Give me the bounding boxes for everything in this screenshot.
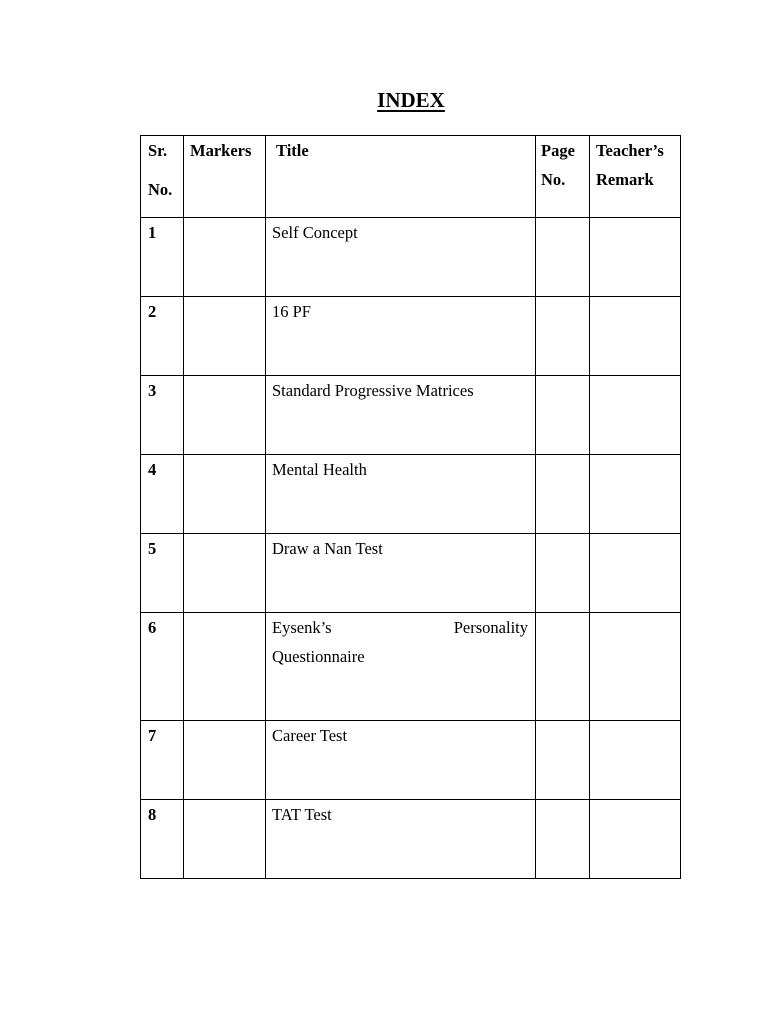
- table-header-row: [141, 136, 681, 218]
- row-sr-no: 2: [141, 297, 184, 376]
- row-page-no: [536, 721, 590, 800]
- row-title-line2: Questionnaire: [272, 647, 365, 666]
- row-markers: [184, 721, 266, 800]
- page-title: INDEX: [377, 88, 445, 112]
- header-remark-line1: Teacher’s: [596, 141, 664, 160]
- row-sr-no: 8: [141, 800, 184, 879]
- header-sr-no: [141, 136, 184, 218]
- table-row: [141, 534, 681, 613]
- row-remark: [590, 534, 681, 613]
- table-row: [141, 297, 681, 376]
- row-title: Standard Progressive Matrices: [266, 376, 536, 455]
- header-title: Title: [266, 136, 536, 218]
- row-remark: [590, 376, 681, 455]
- header-page-line1: Page: [541, 141, 575, 160]
- row-markers: [184, 613, 266, 721]
- row-remark: [590, 218, 681, 297]
- header-markers: Markers: [184, 136, 266, 218]
- row-title-line1: Eysenk’s Personality: [272, 618, 528, 637]
- table-row: [141, 721, 681, 800]
- table-row: [141, 800, 681, 879]
- row-page-no: [536, 455, 590, 534]
- header-remark-line2: Remark: [596, 170, 654, 189]
- row-title: Draw a Nan Test: [266, 534, 536, 613]
- row-markers: [184, 455, 266, 534]
- row-title: 16 PF: [266, 297, 536, 376]
- header-teachers-remark: [590, 136, 681, 218]
- row-title: TAT Test: [266, 800, 536, 879]
- row-markers: [184, 297, 266, 376]
- row-sr-no: 1: [141, 218, 184, 297]
- row-page-no: [536, 534, 590, 613]
- row-sr-no: 6: [141, 613, 184, 721]
- row-title: Self Concept: [266, 218, 536, 297]
- table-row: [141, 613, 681, 721]
- index-table: [140, 135, 681, 879]
- header-page-no: [536, 136, 590, 218]
- row-markers: [184, 376, 266, 455]
- row-sr-no: 7: [141, 721, 184, 800]
- header-sr-line2: No.: [148, 180, 173, 199]
- row-page-no: [536, 613, 590, 721]
- header-page-line2: No.: [541, 170, 566, 189]
- row-page-no: [536, 800, 590, 879]
- row-title: [266, 613, 536, 721]
- table-row: [141, 376, 681, 455]
- row-title: Career Test: [266, 721, 536, 800]
- row-sr-no: 3: [141, 376, 184, 455]
- table-row: [141, 455, 681, 534]
- row-markers: [184, 218, 266, 297]
- row-title: Mental Health: [266, 455, 536, 534]
- row-sr-no: 5: [141, 534, 184, 613]
- row-remark: [590, 613, 681, 721]
- row-markers: [184, 534, 266, 613]
- row-markers: [184, 800, 266, 879]
- row-remark: [590, 455, 681, 534]
- row-page-no: [536, 297, 590, 376]
- row-remark: [590, 721, 681, 800]
- row-remark: [590, 800, 681, 879]
- row-page-no: [536, 376, 590, 455]
- row-page-no: [536, 218, 590, 297]
- table-row: [141, 218, 681, 297]
- row-remark: [590, 297, 681, 376]
- row-sr-no: 4: [141, 455, 184, 534]
- header-sr-line1: Sr.: [148, 141, 168, 160]
